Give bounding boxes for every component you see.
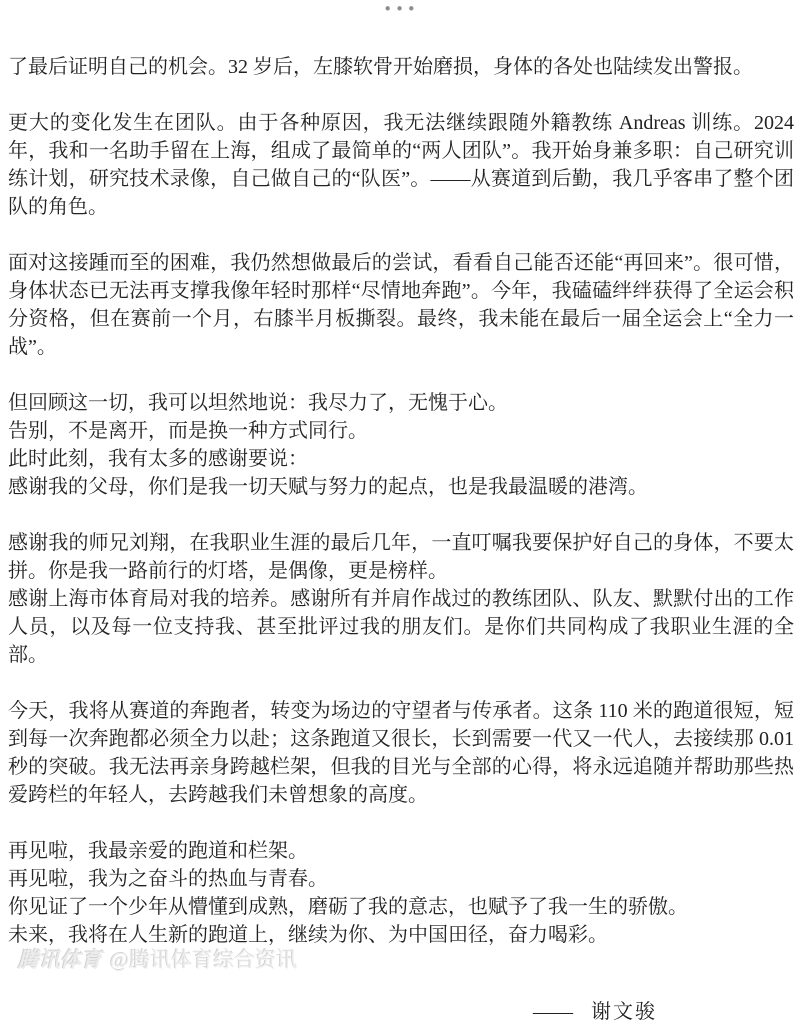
- watermark-handle: @腾讯体育综合资讯: [110, 948, 298, 972]
- text-line: 感谢我的师兄刘翔，在我职业生涯的最后几年，一直叮嘱我要保护好自己的身体，不要太拼。你是我一路前行的灯塔，是偶像，更是榜样。: [8, 532, 794, 582]
- more-options-icon[interactable]: •••: [383, 0, 419, 18]
- text-line: 此时此刻，我有太多的感谢要说：: [8, 448, 308, 470]
- text-line: 再见啦，我为之奋斗的热血与青春。: [8, 868, 328, 890]
- text-line: 你见证了一个少年从懵懂到成熟，磨砺了我的意志，也赋予了我一生的骄傲。: [8, 896, 688, 918]
- signature-name: 谢文骏: [591, 1001, 657, 1023]
- paragraph-injury: 了最后证明自己的机会。32 岁后，左膝软骨开始磨损，身体的各处也陆续发出警报。: [8, 56, 753, 78]
- text-line: 感谢上海市体育局对我的培养。感谢所有并肩作战过的教练团队、队友、默默付出的工作人员，以及每一位支持我、甚至批评过我的朋友们。是你们共同构成了我职业生涯的全部。: [8, 588, 794, 666]
- paragraph-last-attempt: 面对这接踵而至的困难，我仍然想做最后的尝试，看看自己能否还能“再回来”。很可惜，身体状态已无法再支撑我像年轻时那样“尽情地奔跑”。今年，我磕磕绊绊获得了全运会积分资格，但在赛前一个月，右膝半月板撕裂。最终，我未能在最后一届全运会上“全力一战”。: [8, 252, 794, 358]
- signature: [8, 998, 794, 1026]
- watermark: [18, 946, 297, 974]
- watermark-brand: 腾讯体育: [18, 948, 102, 972]
- farewell-letter: [8, 53, 794, 1026]
- text-line: 未来，我将在人生新的跑道上，继续为你、为中国田径，奋力喝彩。: [8, 924, 608, 946]
- paragraph-team-change: 更大的变化发生在团队。由于各种原因，我无法继续跟随外籍教练 Andreas 训练。2024 年，我和一名助手留在上海，组成了最简单的“两人团队”。我开始身兼多职：自己研究训练计划，研究技术录像，自己做自己的“队医”。——从赛道到后勤，我几乎客串了整个团队的角色。: [8, 112, 794, 218]
- paragraph-thanks-intro: [8, 389, 794, 501]
- text-line: 告别，不是离开，而是换一种方式同行。: [8, 420, 368, 442]
- paragraph-farewell: [8, 837, 794, 949]
- signature-dash: ——: [533, 1001, 573, 1023]
- paragraph-thanks-people: [8, 529, 794, 669]
- paragraph-transition: 今天，我将从赛道的奔跑者，转变为场边的守望者与传承者。这条 110 米的跑道很短，短到每一次奔跑都必须全力以赴；这条跑道又很长，长到需要一代又一代人，去接续那 0.01 秒的突破。我无法再亲身跨越栏架，但我的目光与全部的心得，将永远追随并帮助那些热爱跨栏的年轻人，去跨越我们未曾想象的高度。: [8, 700, 794, 806]
- text-line: 再见啦，我最亲爱的跑道和栏架。: [8, 840, 308, 862]
- text-line: 但回顾这一切，我可以坦然地说：我尽力了，无愧于心。: [8, 392, 508, 414]
- text-line: 感谢我的父母，你们是我一切天赋与努力的起点，也是我最温暖的港湾。: [8, 476, 648, 498]
